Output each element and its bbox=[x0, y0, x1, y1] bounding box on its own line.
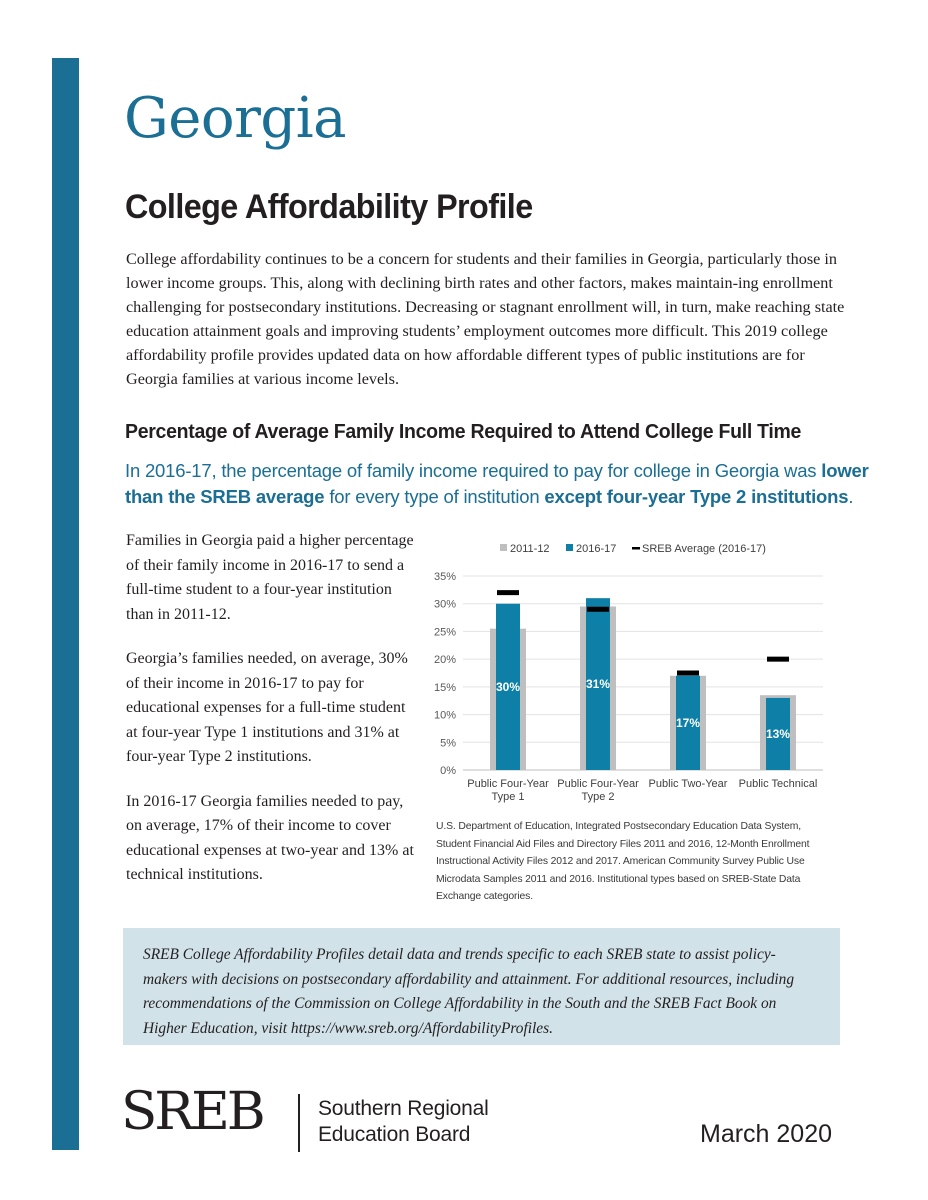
y-tick-label: 0% bbox=[440, 765, 456, 777]
legend-label-0: 2011-12 bbox=[510, 543, 550, 555]
x-tick-label: Public Four-Year bbox=[557, 778, 639, 790]
y-tick-label: 30% bbox=[433, 598, 456, 611]
x-tick-label: Type 1 bbox=[491, 791, 525, 803]
org-name bbox=[318, 1096, 489, 1148]
y-tick-label: 5% bbox=[440, 737, 456, 750]
key-finding-text-3: . bbox=[848, 486, 854, 507]
y-tick-label: 35% bbox=[433, 571, 456, 583]
x-tick-label: Type 2 bbox=[581, 791, 615, 803]
publication-date: March 2020 bbox=[700, 1120, 833, 1148]
section-heading: Percentage of Average Family Income Required to Attend College Full Time bbox=[125, 420, 802, 443]
x-tick-label: Public Technical bbox=[738, 778, 818, 790]
bar-data-label: 31% bbox=[585, 677, 611, 692]
y-tick-label: 25% bbox=[433, 626, 456, 639]
callout-box bbox=[123, 928, 840, 1045]
key-finding-bold-2: except four-year Type 2 institutions bbox=[544, 486, 849, 507]
fact-paragraph: In 2016-17 Georgia families needed to pay, on average, 17% of their income to cover educational expenses at two-year and 13% at technical institutions. bbox=[126, 792, 414, 883]
bar-data-label: 30% bbox=[495, 679, 521, 694]
legend-label-1: 2016-17 bbox=[576, 543, 617, 555]
facts-column bbox=[126, 529, 416, 908]
fact-paragraph: Families in Georgia paid a higher percentage of their family income in 2016-17 to send a full-time student to a four-year institution than in 2011-12. bbox=[126, 532, 414, 623]
bar-data-label: 13% bbox=[765, 726, 791, 741]
y-tick-label: 15% bbox=[433, 681, 456, 694]
sreb-average-marker bbox=[677, 671, 699, 676]
legend-label-2: SREB Average (2016-17) bbox=[642, 543, 766, 555]
chart-source-note: U.S. Department of Education, Integrated Postsecondary Education Data System, Student Financial Aid Files and Directory Files 2011 and 2016, 12-Month Enrollment Instructional Activity Files 2012 and 2017. American Community Survey Public Use Microdata Samples 2011 and 2016. Institutional types based on SREB-State Data Exchange categories. bbox=[436, 821, 810, 902]
sreb-logo: SREB bbox=[121, 1082, 263, 1142]
key-finding bbox=[125, 458, 885, 510]
legend-swatch-0 bbox=[500, 544, 507, 551]
key-finding-text-2: for every type of institution bbox=[324, 486, 545, 507]
sreb-average-marker bbox=[767, 657, 789, 662]
bar-data-label: 17% bbox=[675, 715, 701, 730]
x-tick-label: Public Two-Year bbox=[648, 778, 728, 790]
x-tick-label: Public Four-Year bbox=[467, 778, 549, 790]
callout-text: SREB College Affordability Profiles detail data and trends specific to each SREB state to assist policy-makers with decisions on postsecondary affordability and attainment. For additional resources, including recommendations of the Commission on College Affordability in the South and the SREB Fact Book on Higher Education, visit https://www.sreb.org/AffordabilityProfiles. bbox=[143, 946, 795, 1037]
key-finding-bold-1: lower than the SREB average bbox=[125, 460, 869, 507]
side-accent-bar bbox=[52, 58, 79, 1150]
legend-swatch-2 bbox=[632, 547, 640, 550]
legend-swatch-1 bbox=[566, 544, 573, 551]
sreb-average-marker bbox=[587, 607, 609, 612]
key-finding-text-1: In 2016-17, the percentage of family income required to pay for college in Georgia was bbox=[125, 460, 822, 481]
income-chart bbox=[418, 530, 838, 820]
intro-paragraph: College affordability continues to be a concern for students and their families in Georgia, particularly those in lower income groups. This, along with declining birth rates and other factors, makes maintain-ing enrollment challenging for postsecondary institutions. Decreasing or stagnant enrollment will, in turn, make reaching state education attainment goals and improving students’ employment outcomes more difficult. This 2019 college affordability profile provides updated data on how affordable different types of public institutions are for Georgia families at various income levels. bbox=[126, 250, 845, 388]
y-tick-label: 20% bbox=[433, 654, 456, 667]
state-title: Georgia bbox=[124, 86, 347, 151]
logo-divider bbox=[298, 1094, 300, 1152]
fact-paragraph: Georgia’s families needed, on average, 30% of their income in 2016-17 to pay for educational expenses for a full-time student at four-year Type 1 institutions and 31% at four-year Type 2 institutions. bbox=[126, 650, 408, 765]
org-name-line-1: Southern Regional bbox=[318, 1097, 489, 1120]
y-tick-label: 10% bbox=[433, 709, 456, 722]
org-name-line-2: Education Board bbox=[318, 1123, 471, 1146]
sreb-average-marker bbox=[497, 590, 519, 595]
chart-svg bbox=[418, 530, 838, 820]
profile-title: College Affordability Profile bbox=[125, 188, 533, 226]
